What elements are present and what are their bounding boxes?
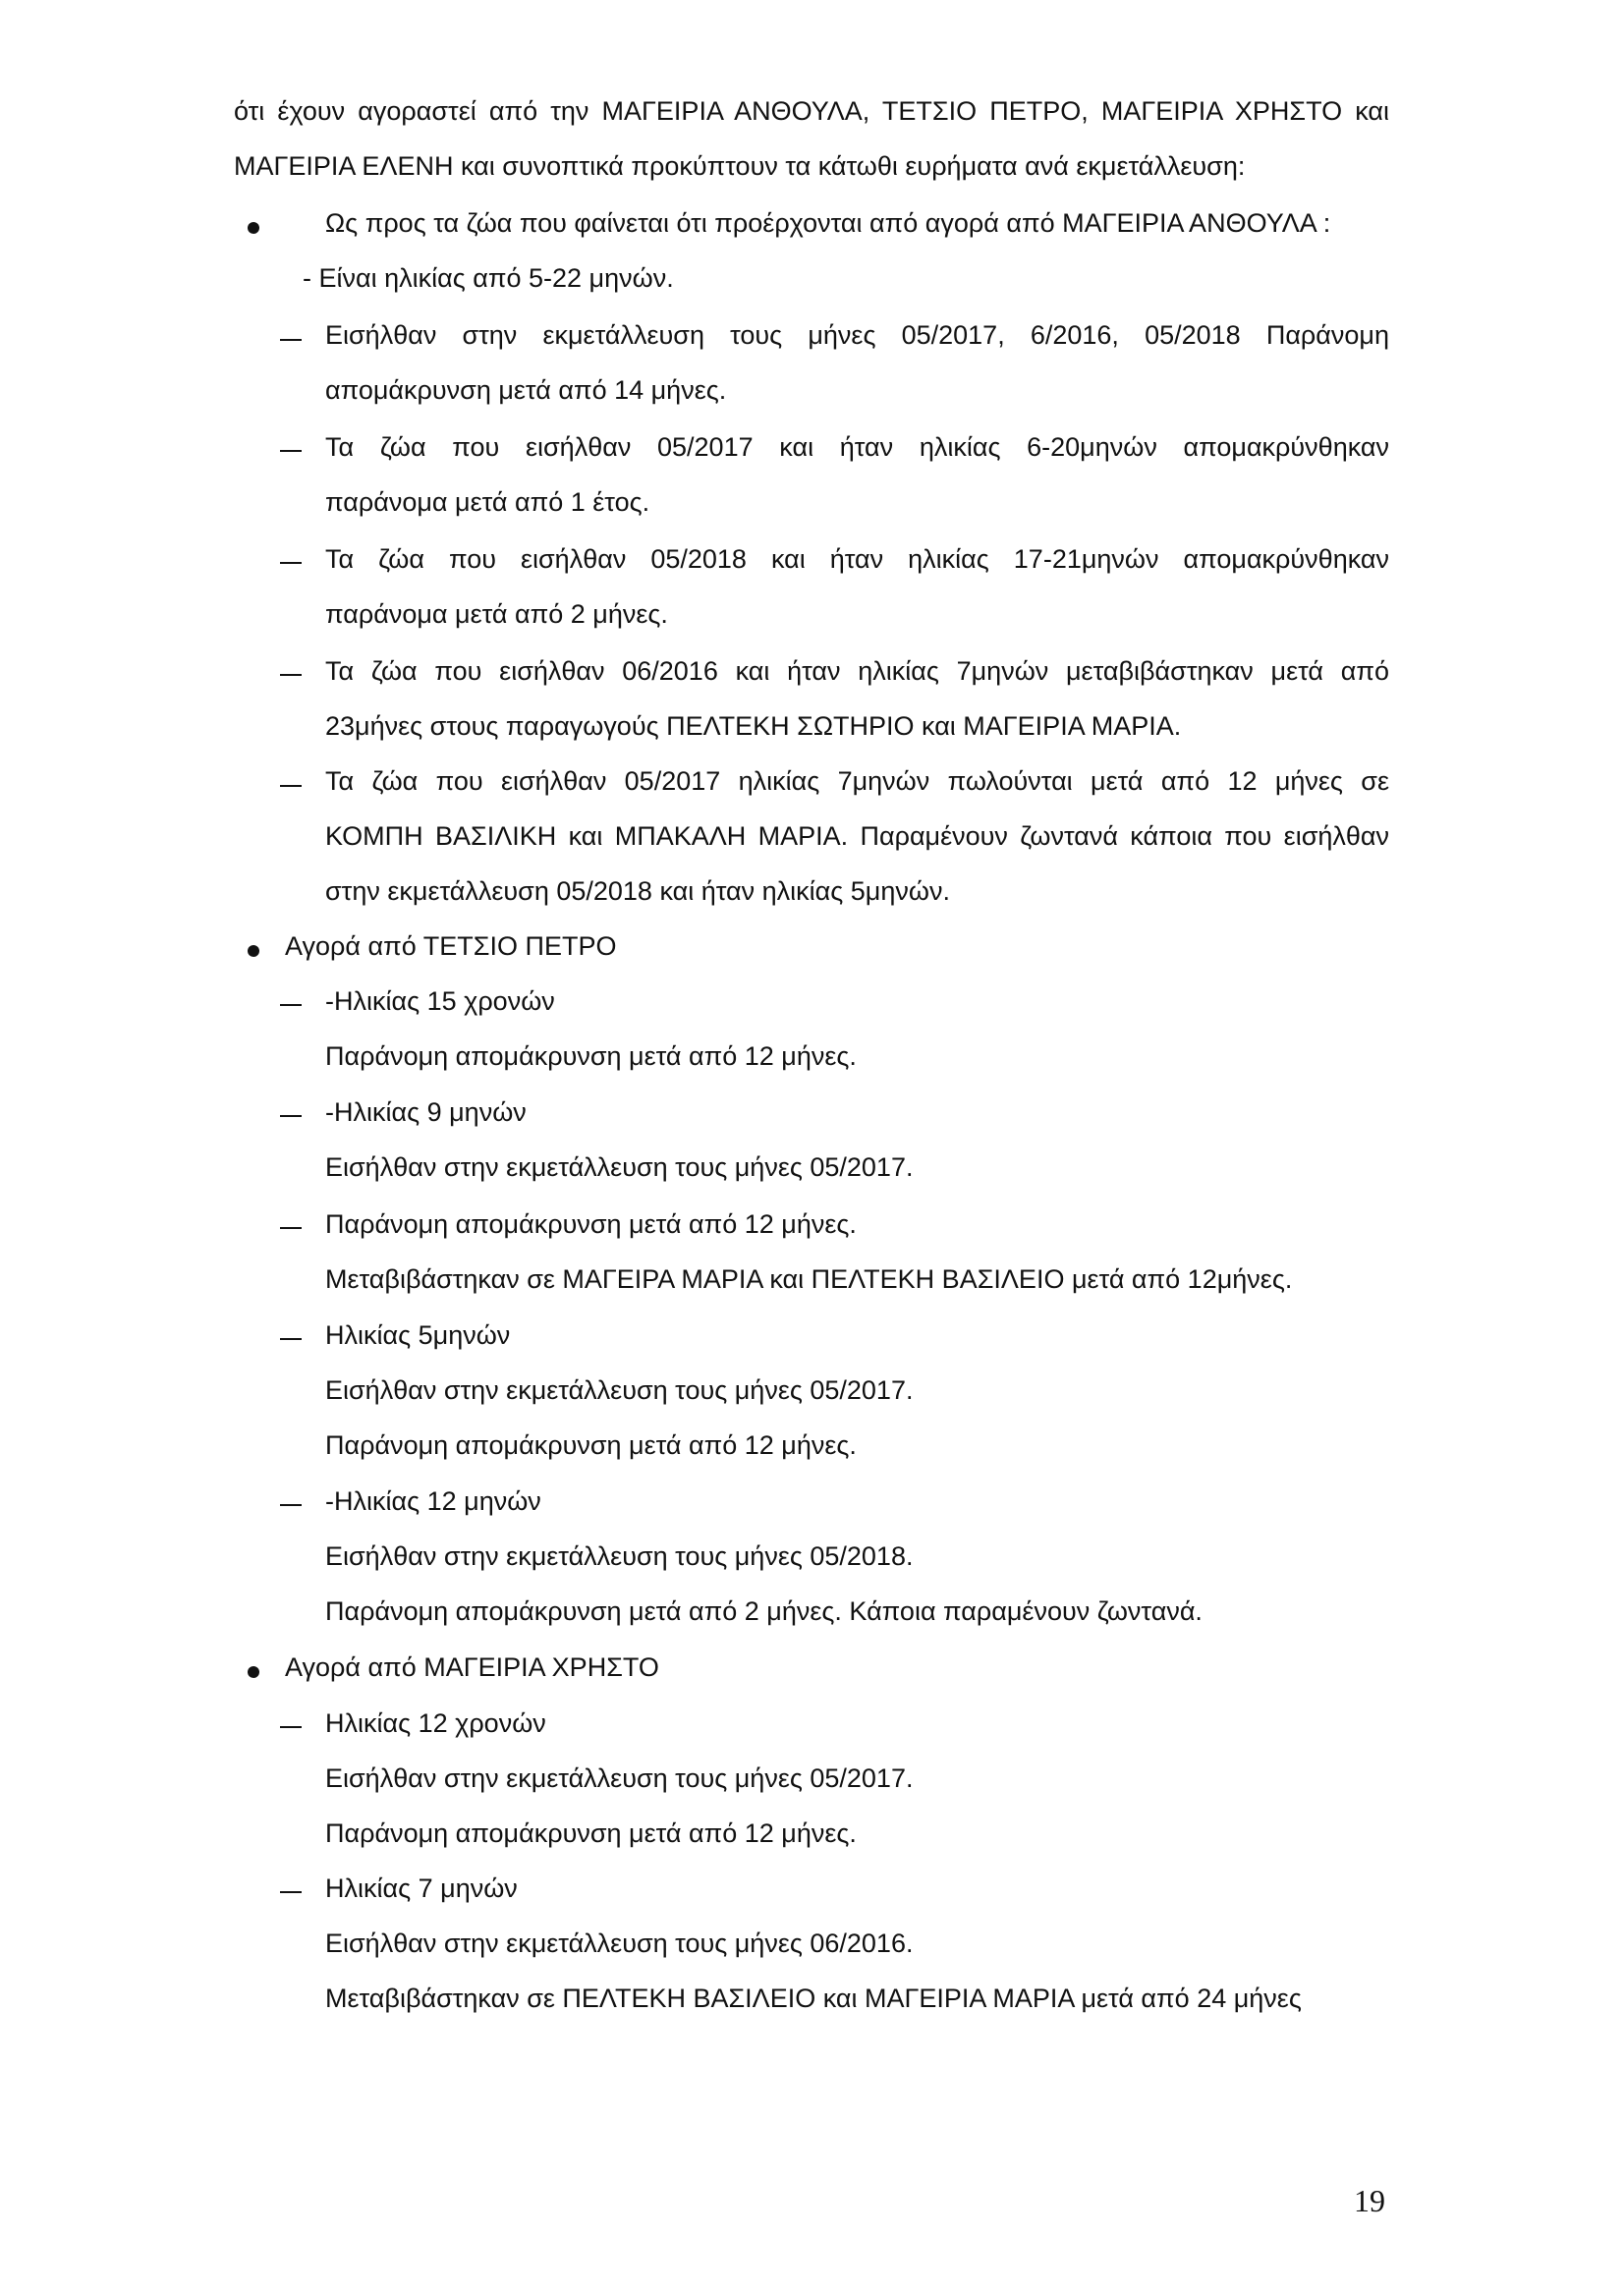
section3-item-1-line-2: Εισήλθαν στην εκμετάλλευση τους μήνες 05/2017. xyxy=(325,1763,914,1793)
section1-heading: Ως προς τα ζώα που φαίνεται ότι προέρχονται από αγορά από ΜΑΓΕΙΡΙΑ ΑΝΘΟΥΛΑ : xyxy=(325,208,1331,238)
section1-item-4-line-1: Τα ζώα που εισήλθαν 06/2016 και ήταν ηλικίας 7μηνών μεταβιβάστηκαν μετά από xyxy=(325,656,1389,686)
section2-item-2-line-2: Εισήλθαν στην εκμετάλλευση τους μήνες 05/2017. xyxy=(325,1152,914,1182)
dash-marker xyxy=(280,1227,302,1229)
dash-marker xyxy=(280,1726,302,1728)
section1-item-4-line-2: 23μήνες στους παραγωγούς ΠΕΛΤΕΚΗ ΣΩΤΗΡΙΟ και ΜΑΓΕΙΡΙΑ ΜΑΡΙΑ. xyxy=(325,711,1182,741)
dash-marker xyxy=(280,1004,302,1006)
section2-item-4-line-2: Εισήλθαν στην εκμετάλλευση τους μήνες 05/2017. xyxy=(325,1375,914,1405)
section3-item-2-line-1: Ηλικίας 7 μηνών xyxy=(325,1873,518,1903)
bullet-marker xyxy=(248,222,259,234)
section1-item-2-line-2: παράνομα μετά από 1 έτος. xyxy=(325,487,650,517)
section2-item-1-line-1: -Ηλικίας 15 χρονών xyxy=(325,986,555,1016)
section1-item-1-line-2: απομάκρυνση μετά από 14 μήνες. xyxy=(325,375,727,405)
section1-item-5-line-2: ΚΟΜΠΗ ΒΑΣΙΛΙΚΗ και ΜΠΑΚΑΛΗ ΜΑΡΙΑ. Παραμένουν ζωντανά κάποια που εισήλθαν xyxy=(325,821,1389,851)
section2-item-1-line-2: Παράνομη απομάκρυνση μετά από 12 μήνες. xyxy=(325,1041,857,1071)
section1-item-5-line-1: Τα ζώα που εισήλθαν 05/2017 ηλικίας 7μηνών πωλούνται μετά από 12 μήνες σε xyxy=(325,766,1389,796)
section1-item-2-line-1: Τα ζώα που εισήλθαν 05/2017 και ήταν ηλικίας 6-20μηνών απομακρύνθηκαν xyxy=(325,432,1389,462)
section2-heading: Αγορά από ΤΕΤΣΙΟ ΠΕΤΡΟ xyxy=(285,931,617,961)
section3-heading: Αγορά από ΜΑΓΕΙΡΙΑ ΧΡΗΣΤΟ xyxy=(285,1652,659,1682)
section1-item-1-line-1: Εισήλθαν στην εκμετάλλευση τους μήνες 05/2017, 6/2016, 05/2018 Παράνομη xyxy=(325,320,1389,350)
section1-item-3-line-2: παράνομα μετά από 2 μήνες. xyxy=(325,599,668,629)
intro-line-1: ότι έχουν αγοραστεί από την ΜΑΓΕΙΡΙΑ ΑΝΘΟΥΛΑ, ΤΕΤΣΙΟ ΠΕΤΡΟ, ΜΑΓΕΙΡΙΑ ΧΡΗΣΤΟ και xyxy=(234,96,1389,126)
dash-marker xyxy=(280,785,302,787)
page-number: 19 xyxy=(1354,2183,1385,2218)
section2-item-5-line-3: Παράνομη απομάκρυνση μετά από 2 μήνες. Κάποια παραμένουν ζωντανά. xyxy=(325,1596,1203,1626)
section2-item-3-line-2: Μεταβιβάστηκαν σε ΜΑΓΕΙΡΑ ΜΑΡΙΑ και ΠΕΛΤΕΚΗ ΒΑΣΙΛΕΙΟ μετά από 12μήνες. xyxy=(325,1264,1293,1294)
section3-item-2-line-2: Εισήλθαν στην εκμετάλλευση τους μήνες 06/2016. xyxy=(325,1929,914,1958)
intro-line-2: ΜΑΓΕΙΡΙΑ ΕΛΕΝΗ και συνοπτικά προκύπτουν τα κάτωθι ευρήματα ανά εκμετάλλευση: xyxy=(234,151,1246,181)
bullet-marker xyxy=(248,945,259,957)
section3-item-1-line-1: Ηλικίας 12 χρονών xyxy=(325,1708,546,1738)
bullet-marker xyxy=(248,1666,259,1678)
dash-marker xyxy=(280,1504,302,1506)
dash-marker xyxy=(280,1338,302,1340)
dash-marker xyxy=(280,1115,302,1117)
section3-item-2-line-3: Μεταβιβάστηκαν σε ΠΕΛΤΕΚΗ ΒΑΣΙΛΕΙΟ και ΜΑΓΕΙΡΙΑ ΜΑΡΙΑ μετά από 24 μήνες xyxy=(325,1984,1302,2013)
section2-item-3-line-1: Παράνομη απομάκρυνση μετά από 12 μήνες. xyxy=(325,1209,857,1239)
section2-item-4-line-1: Ηλικίας 5μηνών xyxy=(325,1320,511,1350)
dash-marker xyxy=(280,1891,302,1893)
section1-item-3-line-1: Τα ζώα που εισήλθαν 05/2018 και ήταν ηλικίας 17-21μηνών απομακρύνθηκαν xyxy=(325,544,1389,574)
section3-item-1-line-3: Παράνομη απομάκρυνση μετά από 12 μήνες. xyxy=(325,1818,857,1848)
section2-item-4-line-3: Παράνομη απομάκρυνση μετά από 12 μήνες. xyxy=(325,1430,857,1460)
dash-marker xyxy=(280,674,302,676)
section1-item-5-line-3: στην εκμετάλλευση 05/2018 και ήταν ηλικίας 5μηνών. xyxy=(325,876,950,906)
dash-marker xyxy=(280,562,302,564)
section2-item-2-line-1: -Ηλικίας 9 μηνών xyxy=(325,1097,527,1127)
section1-age: - Είναι ηλικίας από 5-22 μηνών. xyxy=(303,263,674,293)
dash-marker xyxy=(280,339,302,341)
dash-marker xyxy=(280,450,302,452)
section2-item-5-line-2: Εισήλθαν στην εκμετάλλευση τους μήνες 05/2018. xyxy=(325,1541,914,1571)
section2-item-5-line-1: -Ηλικίας 12 μηνών xyxy=(325,1486,541,1516)
